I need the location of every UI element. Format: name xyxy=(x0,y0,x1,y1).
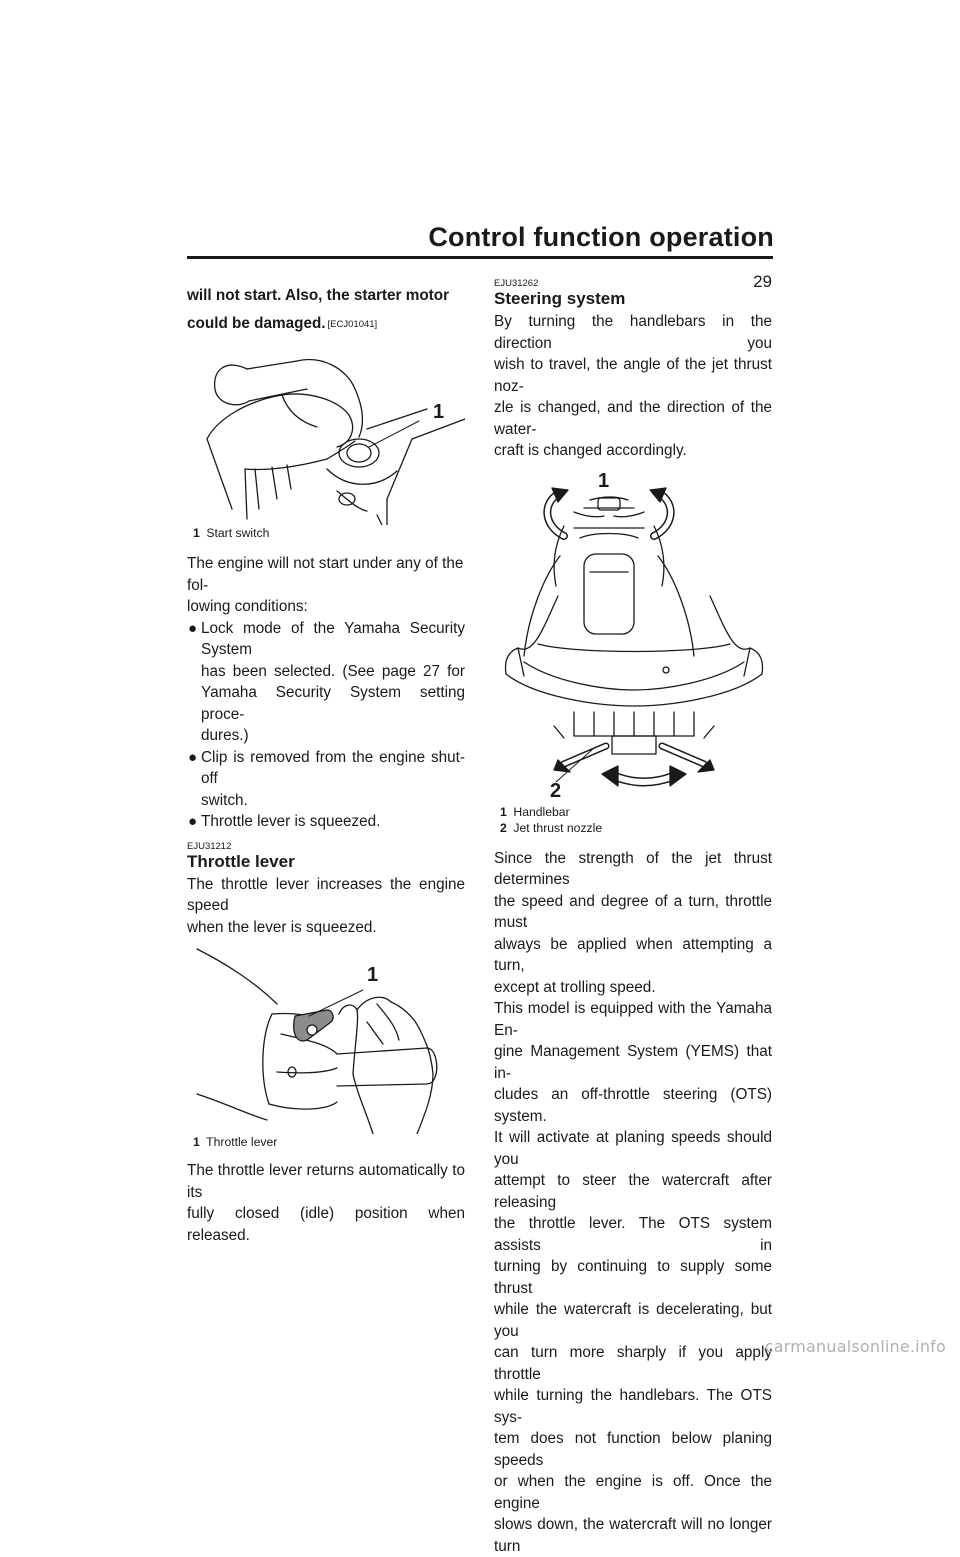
page-number: 29 xyxy=(753,272,772,291)
figure3-callout-nozzle: 2 xyxy=(550,779,562,802)
warning-continuation: will not start. Also, the starter motor could be damaged. [ECJ01041] xyxy=(187,287,450,332)
warning-code: [ECJ01041] xyxy=(327,319,378,330)
figure1-callout: 1 xyxy=(433,401,445,423)
steering-section: EJU31262 Steering system By turning the handlebars in the direction you wish to travel, the angle of the jet thrust noz- zle is changed, and the direction of the water- craft is changed accordingly. xyxy=(494,278,772,459)
throttle-lever-illustration xyxy=(187,944,465,1134)
start-switch-illustration xyxy=(187,349,465,525)
throttle-closing: The throttle lever returns automatically to its fully closed (idle) position when released. xyxy=(187,1162,465,1244)
throttle-lever-figure xyxy=(187,944,465,1150)
figure3-callout-handlebar: 1 xyxy=(598,469,610,492)
list-item: ● Clip is removed from the engine shut-off switch. xyxy=(188,748,465,809)
page-title: Control function operation xyxy=(428,222,774,252)
list-item: ● Throttle lever is squeezed. xyxy=(188,813,381,830)
left-column xyxy=(187,278,465,1246)
header-rule xyxy=(187,256,773,259)
watercraft-illustration xyxy=(494,476,772,804)
figure3-caption: 1 Handlebar 2 Jet thrust nozzle xyxy=(500,804,603,835)
section-code: EJU31212 xyxy=(187,840,232,852)
section-title: Steering system xyxy=(494,289,626,308)
right-column xyxy=(494,278,772,1557)
list-item: ● Lock mode of the Yamaha Security System has been selected. (See page 27 for Yamaha Security System setting proce- dures.) xyxy=(188,619,465,744)
conditions-intro: The engine will not start under any of the fol- lowing conditions: xyxy=(187,555,464,615)
throttle-section: EJU31212 Throttle lever The throttle lever increases the engine speed when the lever is squeezed. xyxy=(187,840,465,936)
watermark: carmanualsonline.info xyxy=(764,1337,946,1356)
thrust-paragraph: Since the strength of the jet thrust determines the speed and degree of a turn, throttle must always be applied when attempting a turn, except at trolling speed. xyxy=(494,849,772,996)
steering-figure xyxy=(494,469,772,836)
yems-paragraph: This model is equipped with the Yamaha En- gine Management System (YEMS) that in- cludes an off-throttle steering (OTS) system. It will activate at planing speeds should you attempt to steer the watercraft after releasing the throttle lever. The OTS system assists in turning by continuing to supply some thrust while the watercraft is decelerating, but you can turn more sharply if you apply throttle while turning the handlebars. The OTS sys- tem does not function below planing speeds or when the engine is off. Once the engine slows down, the watercraft will no longer turn xyxy=(494,1000,772,1555)
figure2-caption: 1 Throttle lever xyxy=(193,1135,278,1149)
section-title: Throttle lever xyxy=(187,851,295,871)
conditions-list xyxy=(187,618,465,833)
figure2-callout: 1 xyxy=(367,964,379,986)
section-code: EJU31262 xyxy=(494,278,539,289)
figure1-caption: 1 Start switch xyxy=(193,526,270,540)
start-switch-figure xyxy=(187,349,465,541)
